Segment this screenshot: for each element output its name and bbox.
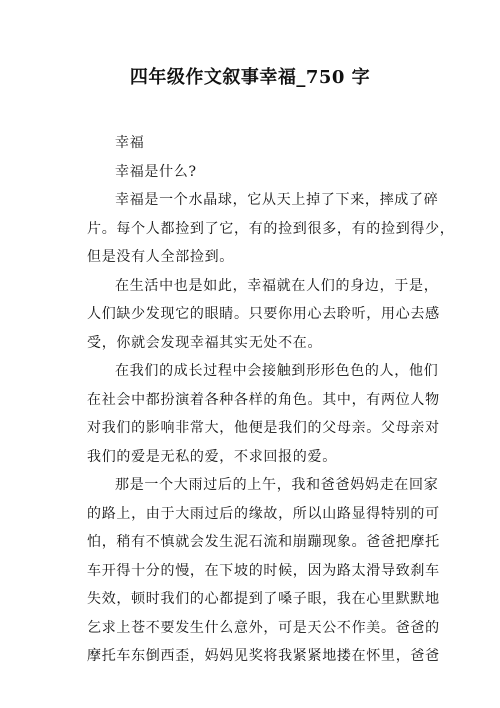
- body-text-line: 受，你就会发现幸福其实无处不在。: [87, 334, 323, 351]
- body-text-line: 片。每个人都捡到了它，有的捡到很多，有的捡到得少，: [87, 220, 455, 237]
- body-text-line: 车开得十分的慢，在下坡的时候，因为路太滑导致刹车: [87, 562, 440, 579]
- document-body: [87, 129, 455, 671]
- body-text-line: 我们的爱是无私的爱，不求回报的爱。: [87, 448, 337, 465]
- body-text-line: 在我们的成长过程中会接触到形形色色的人，他们: [115, 363, 439, 379]
- body-text-line: 在社会中都扮演着各种各样的角色。其中，有两位人物: [87, 391, 440, 408]
- body-text-line: 在生活中也是如此，幸福就在人们的身边，于是，: [115, 277, 439, 294]
- body-text-line: 乞求上苍不要发生什么意外，可是天公不作美。爸爸的: [87, 619, 440, 636]
- document-title: 四年级作文叙事幸福_750 字: [129, 67, 371, 88]
- body-text-line: 怕，稍有不慎就会发生泥石流和崩蹦现象。爸爸把摩托: [87, 534, 440, 550]
- body-text-line: 幸福: [115, 135, 145, 151]
- body-text-line: 失效，顿时我们的心都提到了嗓子眼，我在心里默默地: [87, 591, 440, 607]
- body-text-line: 幸福是一个水晶球，它从天上掉了下来，摔成了碎: [115, 192, 439, 208]
- body-text-line: 摩托车东倒西歪，妈妈见奖将我紧紧地搂在怀里，爸爸: [87, 648, 440, 664]
- body-text-line: 对我们的影响非常大，他便是我们的父母亲。父母亲对: [87, 420, 440, 436]
- body-text-line: 的路上，由于大雨过后的缘故，所以山路显得特别的可: [87, 505, 440, 522]
- body-text-line: 但是没有人全部捡到。: [87, 249, 234, 265]
- body-text-line: 人们缺少发现它的眼睛。只要你用心去聆听，用心去感: [87, 306, 440, 322]
- body-text-line: 那是一个大雨过后的上午，我和爸爸妈妈走在回家: [115, 477, 439, 493]
- body-text-line: 幸福是什么?: [115, 163, 197, 180]
